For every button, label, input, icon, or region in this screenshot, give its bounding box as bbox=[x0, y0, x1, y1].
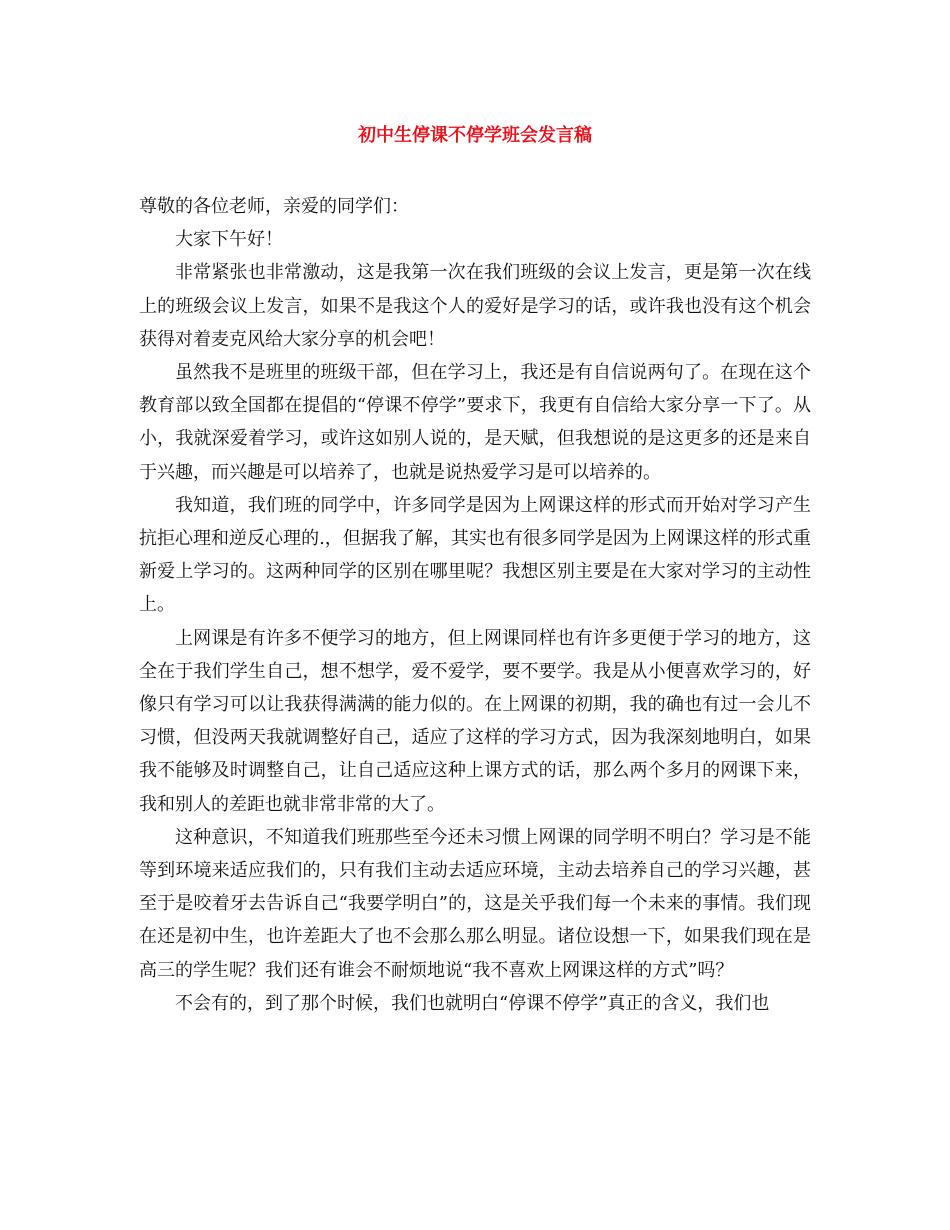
paragraph: 非常紧张也非常激动，这是我第一次在我们班级的会议上发言，更是第一次在线上的班级会议上发言，如果不是我这个人的爱好是学习的话，或许我也没有这个机会获得对着麦克风给大家分享的机会吧！ bbox=[139, 262, 811, 350]
document-title: 初中生停课不停学班会发言稿 bbox=[358, 125, 592, 146]
document-body bbox=[139, 190, 811, 1020]
salutation: 尊敬的各位老师，亲爱的同学们： bbox=[139, 196, 409, 217]
paragraph: 上网课是有许多不便学习的地方，但上网课同样也有许多更便于学习的地方，这全在于我们学生自己，想不想学，爱不爱学，要不要学。我是从小便喜欢学习的，好像只有学习可以让我获得满满的能力似的。在上网课的初期，我的确也有过一会儿不习惯，但没两天我就调整好自己，适应了这样的学习方式，因为我深刻地明白，如果我不能够及时调整自己，让自己适应这种上课方式的话，那么两个多月的网课下来，我和别人的差距也就非常非常的大了。 bbox=[139, 627, 811, 815]
paragraph: 我知道，我们班的同学中，许多同学是因为上网课这样的形式而开始对学习产生抗拒心理和逆反心理的.，但据我了解，其实也有很多同学是因为上网课这样的形式重新爱上学习的。这两种同学的区别在哪里呢？我想区别主要是在大家对学习的主动性上。 bbox=[139, 494, 811, 616]
paragraph: 这种意识，不知道我们班那些至今还未习惯上网课的同学明不明白？学习是不能等到环境来适应我们的，只有我们主动去适应环境，主动去培养自己的学习兴趣，甚至于是咬着牙去告诉自己“我要学明白”的，这是关乎我们每一个未来的事情。我们现在还是初中生，也许差距大了也不会那么那么明显。诸位设想一下，如果我们现在是高三的学生呢？我们还有谁会不耐烦地说“我不喜欢上网课这样的方式”吗？ bbox=[139, 826, 811, 981]
paragraph: 虽然我不是班里的班级干部，但在学习上，我还是有自信说两句了。在现在这个教育部以致全国都在提倡的“停课不停学”要求下，我更有自信给大家分享一下了。从小，我就深爱着学习，或许这如别人说的，是天赋，但我想说的是这更多的还是来自于兴趣，而兴趣是可以培养了，也就是说热爱学习是可以培养的。 bbox=[139, 362, 811, 483]
paragraph-continued: 不会有的，到了那个时候，我们也就明白“停课不停学”真正的含义，我们也 bbox=[175, 992, 770, 1014]
paragraph-greeting: 大家下午好！ bbox=[175, 229, 283, 251]
